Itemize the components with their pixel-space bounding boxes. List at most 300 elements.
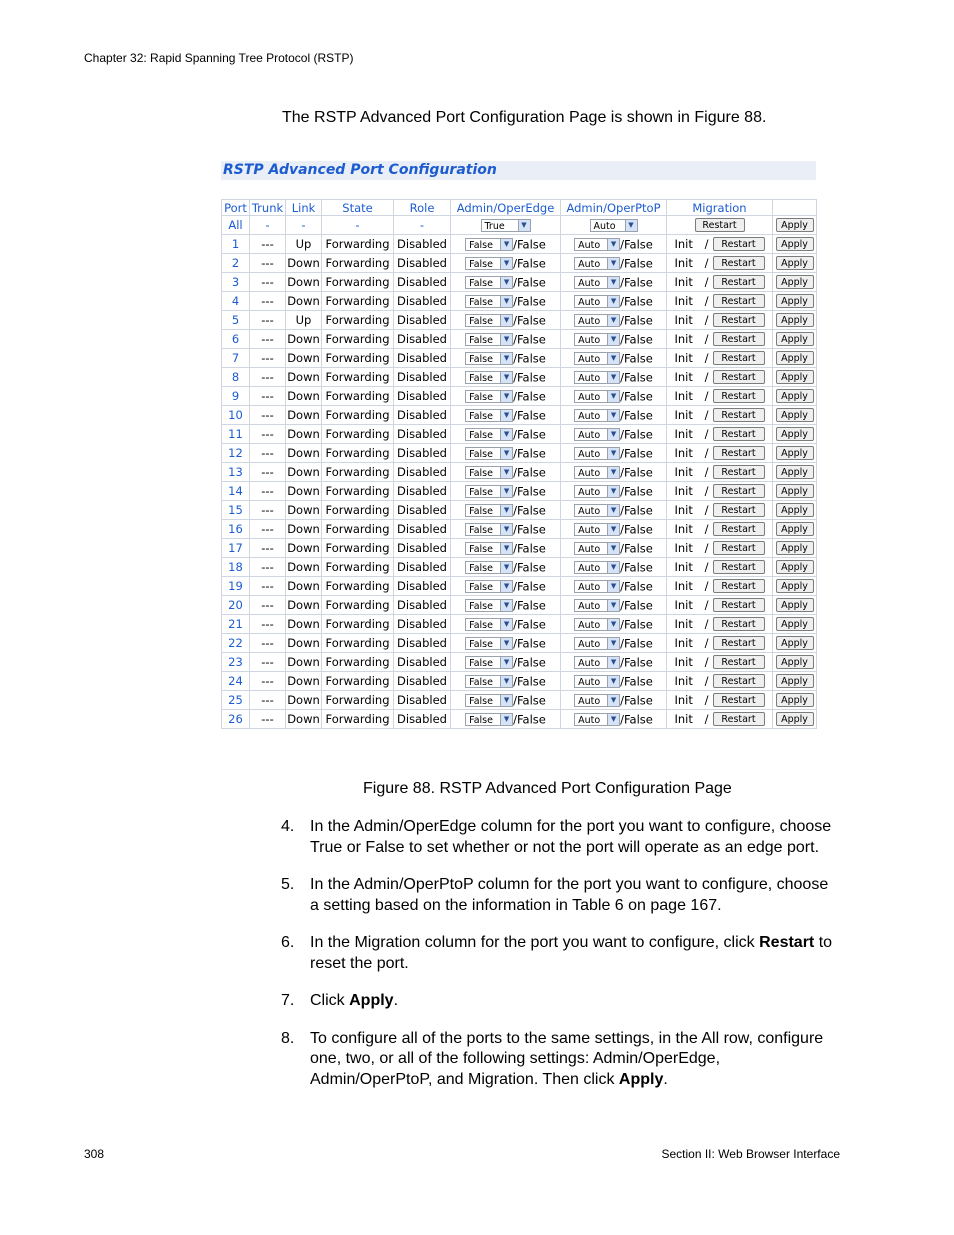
all-ptop-select[interactable] <box>590 219 638 232</box>
chevron-down-icon: ▼ <box>607 619 619 630</box>
role-cell: Disabled <box>394 330 451 349</box>
edge-oper-value: /False <box>513 560 546 575</box>
restart-button[interactable]: Restart <box>713 541 765 555</box>
apply-button[interactable]: Apply <box>776 655 814 669</box>
apply-button[interactable]: Apply <box>776 237 814 251</box>
restart-button[interactable]: Restart <box>713 503 765 517</box>
chevron-down-icon: ▼ <box>500 372 512 383</box>
edge-select[interactable] <box>465 238 513 251</box>
trunk-cell: --- <box>250 368 286 387</box>
edge-value: False <box>469 619 493 631</box>
page-number: 308 <box>84 1147 105 1161</box>
ptop-select[interactable] <box>574 504 620 517</box>
ptop-cell <box>561 273 667 292</box>
edge-select[interactable] <box>465 371 513 384</box>
link-cell: Down <box>286 558 322 577</box>
ptop-select[interactable] <box>574 713 620 726</box>
migration-slash: / <box>704 408 709 423</box>
column-header: Admin/OperPtoP <box>561 200 667 216</box>
restart-button[interactable]: Restart <box>713 522 765 536</box>
link-cell: Down <box>286 349 322 368</box>
restart-button[interactable]: Restart <box>713 712 765 726</box>
port-cell: 6 <box>222 330 250 349</box>
edge-select[interactable] <box>465 428 513 441</box>
migration-cell <box>667 349 773 368</box>
trunk-cell: --- <box>250 387 286 406</box>
migration-state: Init <box>674 256 693 271</box>
restart-button[interactable]: Restart <box>713 389 765 403</box>
migration-cell <box>667 330 773 349</box>
ptop-cell <box>561 520 667 539</box>
all-restart-button[interactable]: Restart <box>695 218 745 232</box>
edge-select[interactable] <box>465 542 513 555</box>
state-cell: Forwarding <box>322 273 394 292</box>
column-header: Role <box>394 200 451 216</box>
role-cell: Disabled <box>394 520 451 539</box>
edge-value: False <box>469 448 493 460</box>
ptop-select[interactable] <box>574 314 620 327</box>
restart-button[interactable]: Restart <box>713 313 765 327</box>
ptop-select[interactable] <box>574 390 620 403</box>
ptop-cell <box>561 444 667 463</box>
apply-button[interactable]: Apply <box>776 560 814 574</box>
chevron-down-icon: ▼ <box>500 657 512 668</box>
all-apply-button[interactable]: Apply <box>776 218 814 232</box>
figure-caption: Figure 88. RSTP Advanced Port Configuration Page <box>363 780 732 797</box>
link-cell: Down <box>286 615 322 634</box>
edge-select[interactable] <box>465 694 513 707</box>
apply-button[interactable]: Apply <box>776 294 814 308</box>
migration-state: Init <box>674 446 693 461</box>
ptop-select[interactable] <box>574 675 620 688</box>
edge-oper-value: /False <box>513 275 546 290</box>
apply-button[interactable]: Apply <box>776 484 814 498</box>
apply-button[interactable]: Apply <box>776 256 814 270</box>
edge-select[interactable] <box>465 314 513 327</box>
step-number: 7. <box>281 992 295 1009</box>
table-row <box>222 273 817 292</box>
chevron-down-icon: ▼ <box>500 448 512 459</box>
link-cell: Down <box>286 653 322 672</box>
link-cell: Down <box>286 634 322 653</box>
step-item <box>281 875 841 916</box>
restart-button[interactable]: Restart <box>713 446 765 460</box>
chevron-down-icon: ▼ <box>607 581 619 592</box>
ptop-oper-value: /False <box>620 408 653 423</box>
ptop-oper-value: /False <box>620 541 653 556</box>
edge-oper-value: /False <box>513 294 546 309</box>
trunk-cell: --- <box>250 558 286 577</box>
restart-button[interactable]: Restart <box>713 636 765 650</box>
ptop-select[interactable] <box>574 238 620 251</box>
apply-button[interactable]: Apply <box>776 693 814 707</box>
column-header: Admin/OperEdge <box>451 200 561 216</box>
migration-state: Init <box>674 351 693 366</box>
apply-button[interactable]: Apply <box>776 674 814 688</box>
chevron-down-icon: ▼ <box>500 714 512 725</box>
trunk-cell: --- <box>250 292 286 311</box>
apply-button[interactable]: Apply <box>776 465 814 479</box>
ptop-oper-value: /False <box>620 332 653 347</box>
ptop-select[interactable] <box>574 694 620 707</box>
edge-cell <box>451 273 561 292</box>
chevron-down-icon: ▼ <box>500 410 512 421</box>
edge-select[interactable] <box>465 504 513 517</box>
all-edge-cell <box>451 216 561 235</box>
edge-select[interactable] <box>465 675 513 688</box>
edge-select[interactable] <box>465 276 513 289</box>
ptop-cell <box>561 482 667 501</box>
restart-button[interactable]: Restart <box>713 674 765 688</box>
restart-button[interactable]: Restart <box>713 465 765 479</box>
state-cell: Forwarding <box>322 444 394 463</box>
edge-select[interactable] <box>465 257 513 270</box>
port-cell: 4 <box>222 292 250 311</box>
link-cell: Down <box>286 387 322 406</box>
ptop-select[interactable] <box>574 295 620 308</box>
link-cell: Down <box>286 425 322 444</box>
edge-select[interactable] <box>465 713 513 726</box>
link-cell: Down <box>286 691 322 710</box>
step-text: Apply <box>349 992 394 1009</box>
chevron-down-icon: ▼ <box>607 676 619 687</box>
edge-select[interactable] <box>465 580 513 593</box>
link-cell: Up <box>286 311 322 330</box>
step-text: Restart <box>759 934 815 951</box>
role-cell: Disabled <box>394 501 451 520</box>
trunk-cell: --- <box>250 653 286 672</box>
apply-button[interactable]: Apply <box>776 636 814 650</box>
apply-button[interactable]: Apply <box>776 313 814 327</box>
migration-cell <box>667 520 773 539</box>
chevron-down-icon: ▼ <box>500 277 512 288</box>
instruction-steps <box>281 817 841 1107</box>
edge-cell <box>451 577 561 596</box>
chevron-down-icon: ▼ <box>625 220 637 231</box>
chevron-down-icon: ▼ <box>607 486 619 497</box>
restart-button[interactable]: Restart <box>713 655 765 669</box>
apply-button[interactable]: Apply <box>776 617 814 631</box>
migration-cell <box>667 710 773 729</box>
ptop-select[interactable] <box>574 542 620 555</box>
migration-cell <box>667 691 773 710</box>
ptop-oper-value: /False <box>620 655 653 670</box>
migration-cell <box>667 463 773 482</box>
role-cell: Disabled <box>394 463 451 482</box>
restart-button[interactable]: Restart <box>713 484 765 498</box>
restart-button[interactable]: Restart <box>713 237 765 251</box>
ptop-oper-value: /False <box>620 427 653 442</box>
role-cell: Disabled <box>394 558 451 577</box>
role-cell: Disabled <box>394 634 451 653</box>
restart-button[interactable]: Restart <box>713 560 765 574</box>
restart-button[interactable]: Restart <box>713 427 765 441</box>
migration-slash: / <box>704 465 709 480</box>
all-migration-cell <box>667 216 773 235</box>
restart-button[interactable]: Restart <box>713 351 765 365</box>
migration-cell <box>667 311 773 330</box>
migration-cell <box>667 406 773 425</box>
table-row <box>222 558 817 577</box>
chevron-down-icon: ▼ <box>607 524 619 535</box>
ptop-value: Auto <box>578 429 601 441</box>
ptop-cell <box>561 463 667 482</box>
edge-oper-value: /False <box>513 617 546 632</box>
migration-slash: / <box>704 503 709 518</box>
apply-button[interactable]: Apply <box>776 522 814 536</box>
link-cell: Down <box>286 406 322 425</box>
edge-value: False <box>469 600 493 612</box>
trunk-cell: --- <box>250 672 286 691</box>
trunk-cell: --- <box>250 691 286 710</box>
apply-button[interactable]: Apply <box>776 446 814 460</box>
ptop-cell <box>561 577 667 596</box>
migration-slash: / <box>704 389 709 404</box>
ptop-value: Auto <box>578 239 601 251</box>
table-row <box>222 520 817 539</box>
step-text: In the Admin/OperEdge column for the port you want to configure, choose True or False to set whether or not the port will operate as an edge port. <box>310 818 832 856</box>
restart-button[interactable]: Restart <box>713 370 765 384</box>
edge-cell <box>451 463 561 482</box>
ptop-select[interactable] <box>574 428 620 441</box>
all-role-cell: - <box>394 216 451 235</box>
migration-slash: / <box>704 275 709 290</box>
trunk-cell: --- <box>250 634 286 653</box>
ptop-cell <box>561 425 667 444</box>
ptop-oper-value: /False <box>620 712 653 727</box>
trunk-cell: --- <box>250 596 286 615</box>
ptop-select[interactable] <box>574 447 620 460</box>
port-cell: 25 <box>222 691 250 710</box>
ptop-oper-value: /False <box>620 503 653 518</box>
table-row <box>222 577 817 596</box>
all-row <box>222 216 817 235</box>
ptop-select[interactable] <box>574 523 620 536</box>
restart-button[interactable]: Restart <box>713 256 765 270</box>
state-cell: Forwarding <box>322 292 394 311</box>
ptop-select[interactable] <box>574 466 620 479</box>
port-cell: 24 <box>222 672 250 691</box>
column-header: Port <box>222 200 250 216</box>
edge-value: False <box>469 562 493 574</box>
link-cell: Down <box>286 273 322 292</box>
ptop-select[interactable] <box>574 656 620 669</box>
ptop-cell <box>561 387 667 406</box>
edge-cell <box>451 387 561 406</box>
edge-oper-value: /False <box>513 389 546 404</box>
restart-button[interactable]: Restart <box>713 617 765 631</box>
apply-cell <box>773 653 817 672</box>
chevron-down-icon: ▼ <box>500 562 512 573</box>
edge-select[interactable] <box>465 618 513 631</box>
apply-button[interactable]: Apply <box>776 370 814 384</box>
ptop-cell <box>561 596 667 615</box>
edge-value: False <box>469 714 493 726</box>
state-cell: Forwarding <box>322 368 394 387</box>
apply-button[interactable]: Apply <box>776 598 814 612</box>
chevron-down-icon: ▼ <box>500 695 512 706</box>
link-cell: Down <box>286 577 322 596</box>
link-cell: Down <box>286 254 322 273</box>
chevron-down-icon: ▼ <box>500 315 512 326</box>
edge-select[interactable] <box>465 409 513 422</box>
edge-select[interactable] <box>465 352 513 365</box>
ptop-value: Auto <box>578 524 601 536</box>
apply-button[interactable]: Apply <box>776 503 814 517</box>
port-cell: 22 <box>222 634 250 653</box>
ptop-select[interactable] <box>574 599 620 612</box>
restart-button[interactable]: Restart <box>713 693 765 707</box>
edge-value: False <box>469 353 493 365</box>
migration-slash: / <box>704 332 709 347</box>
edge-select[interactable] <box>465 485 513 498</box>
all-state-cell: - <box>322 216 394 235</box>
migration-cell <box>667 672 773 691</box>
apply-button[interactable]: Apply <box>776 712 814 726</box>
port-cell: 17 <box>222 539 250 558</box>
apply-cell <box>773 520 817 539</box>
edge-select[interactable] <box>465 466 513 479</box>
restart-button[interactable]: Restart <box>713 408 765 422</box>
edge-select[interactable] <box>465 333 513 346</box>
edge-select[interactable] <box>465 523 513 536</box>
state-cell: Forwarding <box>322 349 394 368</box>
migration-cell <box>667 444 773 463</box>
restart-button[interactable]: Restart <box>713 579 765 593</box>
chevron-down-icon: ▼ <box>607 334 619 345</box>
apply-button[interactable]: Apply <box>776 389 814 403</box>
ptop-select[interactable] <box>574 257 620 270</box>
migration-cell <box>667 539 773 558</box>
ptop-cell <box>561 539 667 558</box>
chevron-down-icon: ▼ <box>500 543 512 554</box>
edge-select[interactable] <box>465 390 513 403</box>
table-row <box>222 368 817 387</box>
link-cell: Down <box>286 710 322 729</box>
edge-value: False <box>469 505 493 517</box>
edge-select[interactable] <box>465 637 513 650</box>
ptop-select[interactable] <box>574 637 620 650</box>
migration-state: Init <box>674 693 693 708</box>
port-cell: 1 <box>222 235 250 254</box>
ptop-select[interactable] <box>574 352 620 365</box>
state-cell: Forwarding <box>322 653 394 672</box>
chevron-down-icon: ▼ <box>607 638 619 649</box>
port-cell: 19 <box>222 577 250 596</box>
chevron-down-icon: ▼ <box>500 353 512 364</box>
ptop-value: Auto <box>578 448 601 460</box>
ptop-cell <box>561 368 667 387</box>
apply-button[interactable]: Apply <box>776 427 814 441</box>
edge-oper-value: /False <box>513 256 546 271</box>
intro-text: The RSTP Advanced Port Configuration Page is shown in Figure 88. <box>282 109 767 126</box>
edge-cell <box>451 710 561 729</box>
ptop-select[interactable] <box>574 371 620 384</box>
ptop-select[interactable] <box>574 276 620 289</box>
all-link-cell: - <box>286 216 322 235</box>
role-cell: Disabled <box>394 539 451 558</box>
edge-value: False <box>469 410 493 422</box>
apply-button[interactable]: Apply <box>776 408 814 422</box>
restart-button[interactable]: Restart <box>713 598 765 612</box>
ptop-select[interactable] <box>574 618 620 631</box>
role-cell: Disabled <box>394 596 451 615</box>
table-row <box>222 463 817 482</box>
role-cell: Disabled <box>394 653 451 672</box>
migration-cell <box>667 615 773 634</box>
apply-cell <box>773 406 817 425</box>
trunk-cell: --- <box>250 273 286 292</box>
ptop-select[interactable] <box>574 485 620 498</box>
step-text: In the Migration column for the port you want to configure, click <box>310 934 760 951</box>
role-cell: Disabled <box>394 406 451 425</box>
migration-state: Init <box>674 636 693 651</box>
ptop-select[interactable] <box>574 580 620 593</box>
role-cell: Disabled <box>394 273 451 292</box>
trunk-cell: --- <box>250 330 286 349</box>
chevron-down-icon: ▼ <box>500 296 512 307</box>
ptop-value: Auto <box>578 277 601 289</box>
edge-select[interactable] <box>465 561 513 574</box>
apply-button[interactable]: Apply <box>776 351 814 365</box>
ptop-value: Auto <box>578 391 601 403</box>
state-cell: Forwarding <box>322 254 394 273</box>
restart-button[interactable]: Restart <box>713 275 765 289</box>
apply-cell <box>773 368 817 387</box>
state-cell: Forwarding <box>322 463 394 482</box>
restart-button[interactable]: Restart <box>713 294 765 308</box>
ptop-select[interactable] <box>574 561 620 574</box>
migration-cell <box>667 292 773 311</box>
port-cell: 12 <box>222 444 250 463</box>
ptop-value: Auto <box>578 638 601 650</box>
role-cell: Disabled <box>394 311 451 330</box>
state-cell: Forwarding <box>322 387 394 406</box>
apply-button[interactable]: Apply <box>776 275 814 289</box>
edge-select[interactable] <box>465 295 513 308</box>
edge-select[interactable] <box>465 599 513 612</box>
migration-cell <box>667 482 773 501</box>
apply-button[interactable]: Apply <box>776 579 814 593</box>
table-row <box>222 387 817 406</box>
edge-cell <box>451 311 561 330</box>
table-row <box>222 254 817 273</box>
state-cell: Forwarding <box>322 596 394 615</box>
chevron-down-icon: ▼ <box>607 296 619 307</box>
state-cell: Forwarding <box>322 501 394 520</box>
ptop-value: Auto <box>578 543 601 555</box>
apply-cell <box>773 501 817 520</box>
ptop-select[interactable] <box>574 333 620 346</box>
all-edge-select[interactable] <box>481 219 531 232</box>
edge-value: False <box>469 334 493 346</box>
edge-value: False <box>469 239 493 251</box>
chevron-down-icon: ▼ <box>500 239 512 250</box>
restart-button[interactable]: Restart <box>713 332 765 346</box>
table-row <box>222 482 817 501</box>
migration-cell <box>667 653 773 672</box>
port-cell: 16 <box>222 520 250 539</box>
edge-oper-value: /False <box>513 636 546 651</box>
ptop-select[interactable] <box>574 409 620 422</box>
ptop-value: Auto <box>578 619 601 631</box>
edge-select[interactable] <box>465 447 513 460</box>
apply-button[interactable]: Apply <box>776 332 814 346</box>
ptop-oper-value: /False <box>620 446 653 461</box>
apply-button[interactable]: Apply <box>776 541 814 555</box>
edge-oper-value: /False <box>513 712 546 727</box>
edge-select[interactable] <box>465 656 513 669</box>
